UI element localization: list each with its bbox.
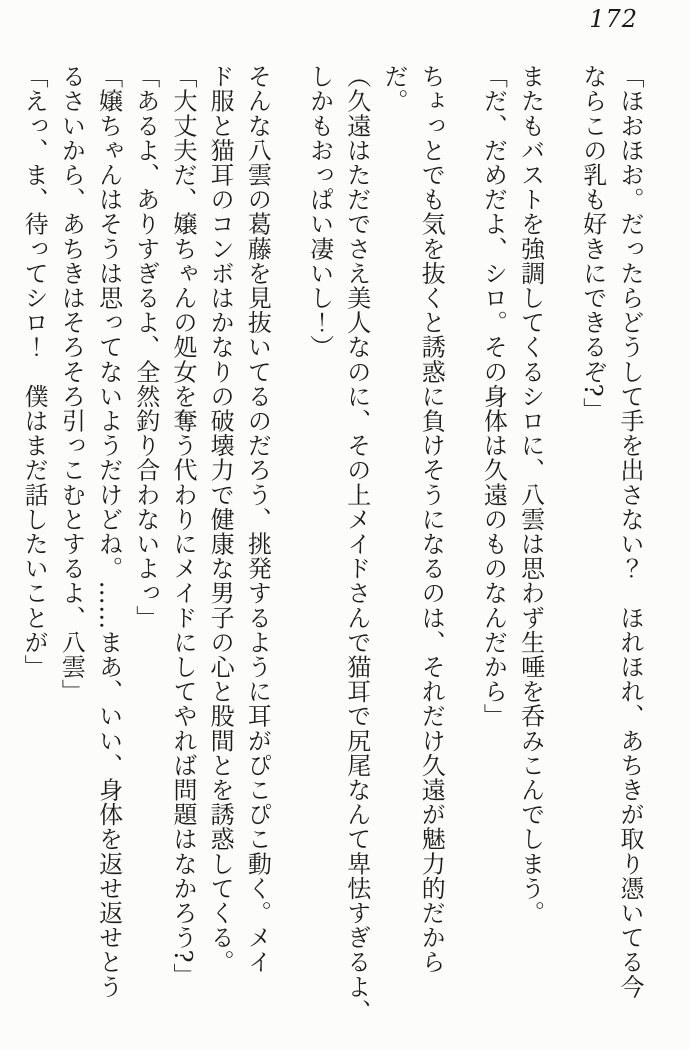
text-line: だ。 [379, 64, 408, 114]
page-number: 172 [589, 5, 638, 33]
text-line: ド服と猫耳のコンボはかなりの破壊力で健康な男子の心と股間とを誘惑してくる。 [206, 64, 235, 975]
text-line: ならこの乳も好きにできるぞ?」 [578, 64, 607, 422]
text-line: そんな八雲の葛藤を見抜いてるのだろう、挑発するように耳がぴこぴこ動く。メイ [243, 64, 272, 975]
text-line: またもバストを強調してくるシロに、八雲は思わず生唾を呑みこんでしまう。 [516, 64, 545, 925]
text-line: 「あるよ、ありすぎるよ、全然釣り合わないよっ」 [131, 64, 160, 630]
text-line: ちょっとでも気を抜くと誘惑に負けそうになるのは、それだけ久遠が魅力的だから [417, 64, 446, 975]
text-line: 「だ、だめだよ、シロ。その身体は久遠のものなんだから」 [479, 64, 508, 729]
text-line: るさいから、あちきはそろそろ引っこむとするよ、八雲」 [57, 64, 86, 704]
text-line: しかもおっぱい凄いし！） [305, 64, 334, 360]
text-line: （久遠はただでさえ美人なのに、その上メイドさんで猫耳で尻尾なんて卑怯すぎるよ、 [342, 64, 371, 1024]
text-line: 「嬢ちゃんはそうは思ってないようだけどね。……まあ、いい、身体を返せ返せとう [94, 64, 123, 999]
text-line: 「ほおほお。だったらどうして手を出さない？ ほれほれ、あちきが取り憑いてる今 [616, 64, 644, 999]
text-line: 「大丈夫だ、嬢ちゃんの処女を奪う代わりにメイドにしてやれば問題はなかろう?」 [168, 64, 197, 988]
text-line [0, 64, 15, 1032]
text-line: 「えっ、ま、待ってシロ！ 僕はまだ話したいことが」 [20, 64, 49, 679]
page-text [0, 64, 648, 1032]
